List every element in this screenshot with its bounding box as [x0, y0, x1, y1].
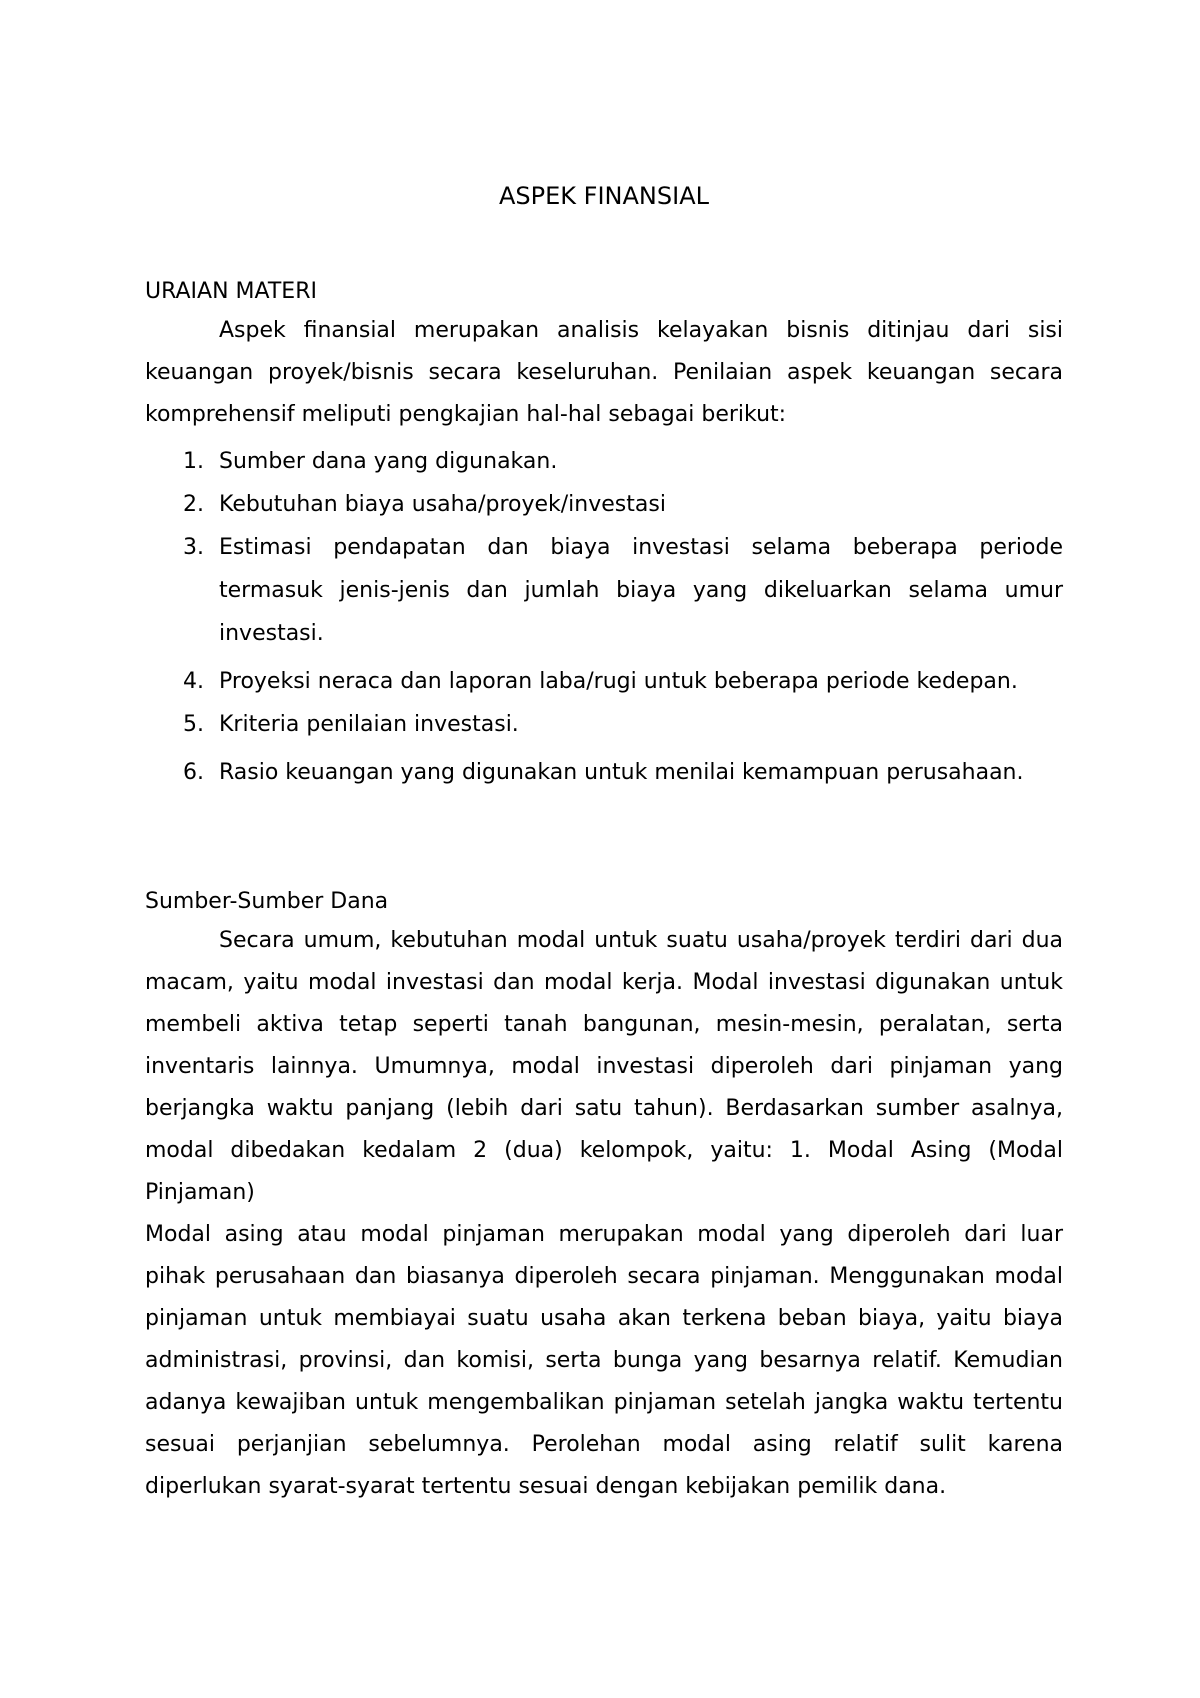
list-item-number: 5. [183, 712, 204, 737]
list-item [145, 440, 1063, 483]
list-item [145, 703, 1063, 746]
document-page [145, 0, 1063, 1698]
section-heading-uraian-materi: URAIAN MATERI [145, 279, 317, 304]
list-item [145, 526, 1063, 655]
intro-paragraph: Aspek finansial merupakan analisis kelayakan bisnis ditinjau dari sisi keuangan proyek/bisnis secara keseluruhan. Penilaian aspek keuangan secara komprehensif meliputi pengkajian hal-hal sebagai berikut: [145, 318, 1063, 427]
list-item-text: Rasio keuangan yang digunakan untuk menilai kemampuan perusahaan. [219, 760, 1024, 785]
list-item-text: Kriteria penilaian investasi. [219, 712, 519, 737]
criteria-list [145, 440, 1063, 787]
sumber-dana-paragraph: Secara umum, kebutuhan modal untuk suatu usaha/proyek terdiri dari dua macam, yaitu modal investasi dan modal kerja. Modal investasi digunakan untuk membeli aktiva tetap seperti tanah bangunan, mesin-mesin, peralatan, serta inventaris lainnya. Umumnya, modal investasi diperoleh dari pinjaman yang berjangka waktu panjang (lebih dari satu tahun). Berdasarkan sumber asalnya, modal dibedakan kedalam 2 (dua) kelompok, yaitu: 1. Modal Asing (Modal Pinjaman) [145, 928, 1063, 1205]
document-title: ASPEK FINANSIAL [499, 182, 709, 210]
list-item-number: 6. [183, 760, 204, 785]
list-item-text: Estimasi pendapatan dan biaya investasi selama beberapa periode termasuk jenis-jenis dan jumlah biaya yang dikeluarkan selama umur investasi. [219, 535, 1063, 646]
list-item-number: 3. [183, 535, 204, 560]
list-item-text: Kebutuhan biaya usaha/proyek/investasi [219, 492, 666, 517]
list-item [145, 758, 1063, 787]
list-item-number: 1. [183, 449, 204, 474]
list-item [145, 667, 1063, 696]
section-heading-sumber-dana: Sumber-Sumber Dana [145, 889, 389, 914]
modal-asing-paragraph: Modal asing atau modal pinjaman merupakan modal yang diperoleh dari luar pihak perusahaan dan biasanya diperoleh secara pinjaman. Menggunakan modal pinjaman untuk membiayai suatu usaha akan terkena beban biaya, yaitu biaya administrasi, provinsi, dan komisi, serta bunga yang besarnya relatif. Kemudian adanya kewajiban untuk mengembalikan pinjaman setelah jangka waktu tertentu sesuai perjanjian sebelumnya. Perolehan modal asing relatif sulit karena diperlukan syarat-syarat tertentu sesuai dengan kebijakan pemilik dana. [145, 1222, 1063, 1499]
list-item-number: 2. [183, 492, 204, 517]
list-item-number: 4. [183, 669, 204, 694]
list-item-text: Sumber dana yang digunakan. [219, 449, 558, 474]
list-item [145, 483, 1063, 526]
list-item-text: Proyeksi neraca dan laporan laba/rugi untuk beberapa periode kedepan. [219, 669, 1018, 694]
